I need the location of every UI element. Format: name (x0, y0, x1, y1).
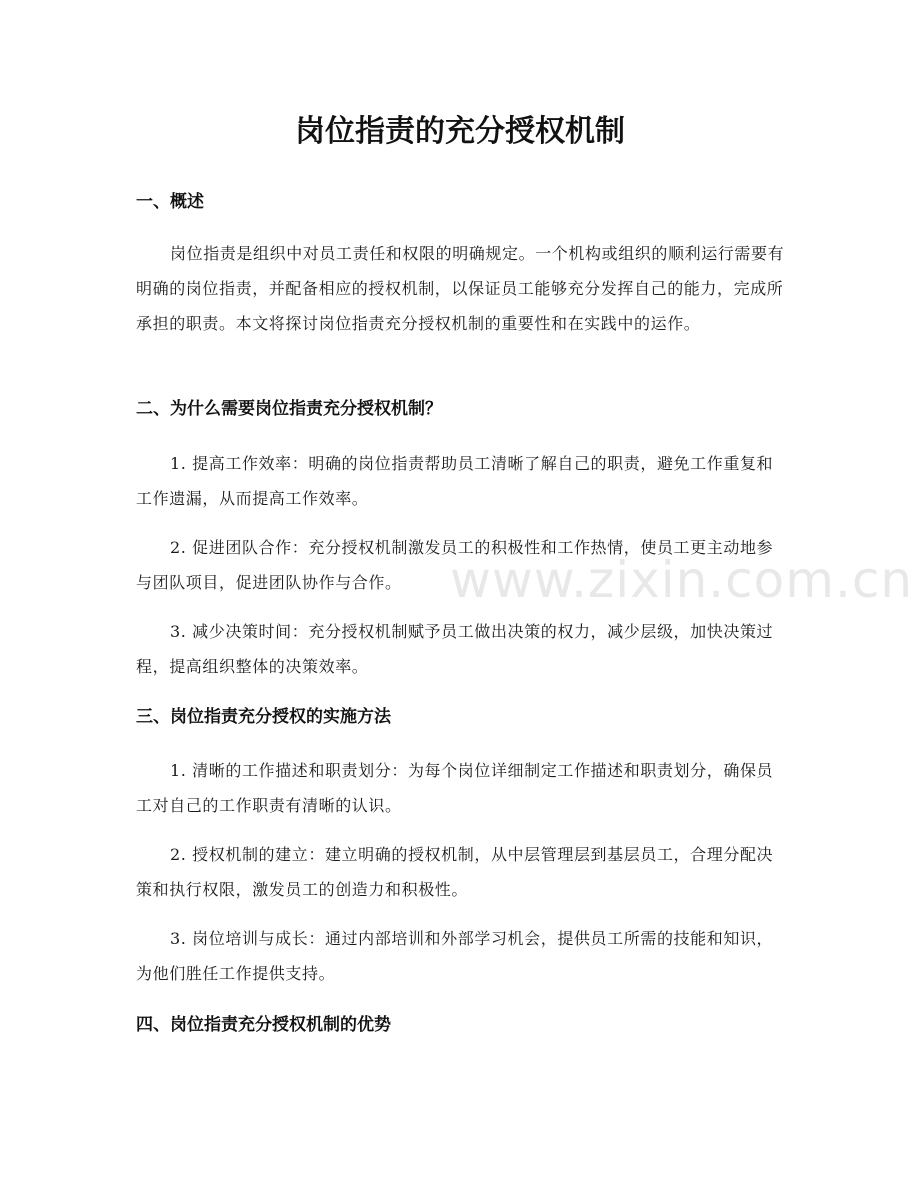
section-heading-why: 二、为什么需要岗位指责充分授权机制？ (136, 399, 442, 419)
paragraph-methods-2: 2. 授权机制的建立：建立明确的授权机制，从中层管理层到基层员工，合理分配决策和执行权限，激发员工的创造力和积极性。 (136, 845, 774, 899)
watermark-text: www.zixin.com.cn (450, 551, 914, 609)
paragraph-methods-3: 3. 岗位培训与成长：通过内部培训和外部学习机会，提供员工所需的技能和知识，为他们胜任工作提供支持。 (136, 929, 774, 983)
paragraph-why-2: 2. 促进团队合作：充分授权机制激发员工的积极性和工作热情，使员工更主动地参与团队项目，促进团队协作与合作。 (136, 538, 774, 592)
section-heading-methods: 三、岗位指责充分授权的实施方法 (136, 707, 391, 727)
document-title: 岗位指责的充分授权机制 (295, 114, 625, 149)
paragraph-methods-1: 1. 清晰的工作描述和职责划分：为每个岗位详细制定工作描述和职责划分，确保员工对自己的工作职责有清晰的认识。 (136, 761, 774, 815)
paragraph-why-1: 1. 提高工作效率：明确的岗位指责帮助员工清晰了解自己的职责，避免工作重复和工作遗漏，从而提高工作效率。 (136, 454, 774, 508)
section-heading-overview: 一、概述 (136, 192, 204, 212)
section-heading-advantages: 四、岗位指责充分授权机制的优势 (136, 1015, 391, 1035)
paragraph-why-3: 3. 减少决策时间：充分授权机制赋予员工做出决策的权力，减少层级，加快决策过程，提高组织整体的决策效率。 (136, 622, 774, 676)
paragraph-overview: 岗位指责是组织中对员工责任和权限的明确规定。一个机构或组织的顺利运行需要有明确的岗位指责，并配备相应的授权机制，以保证员工能够充分发挥自己的能力，完成所承担的职责。本文将探讨岗位指责充分授权机制的重要性和在实践中的运作。 (136, 244, 785, 333)
